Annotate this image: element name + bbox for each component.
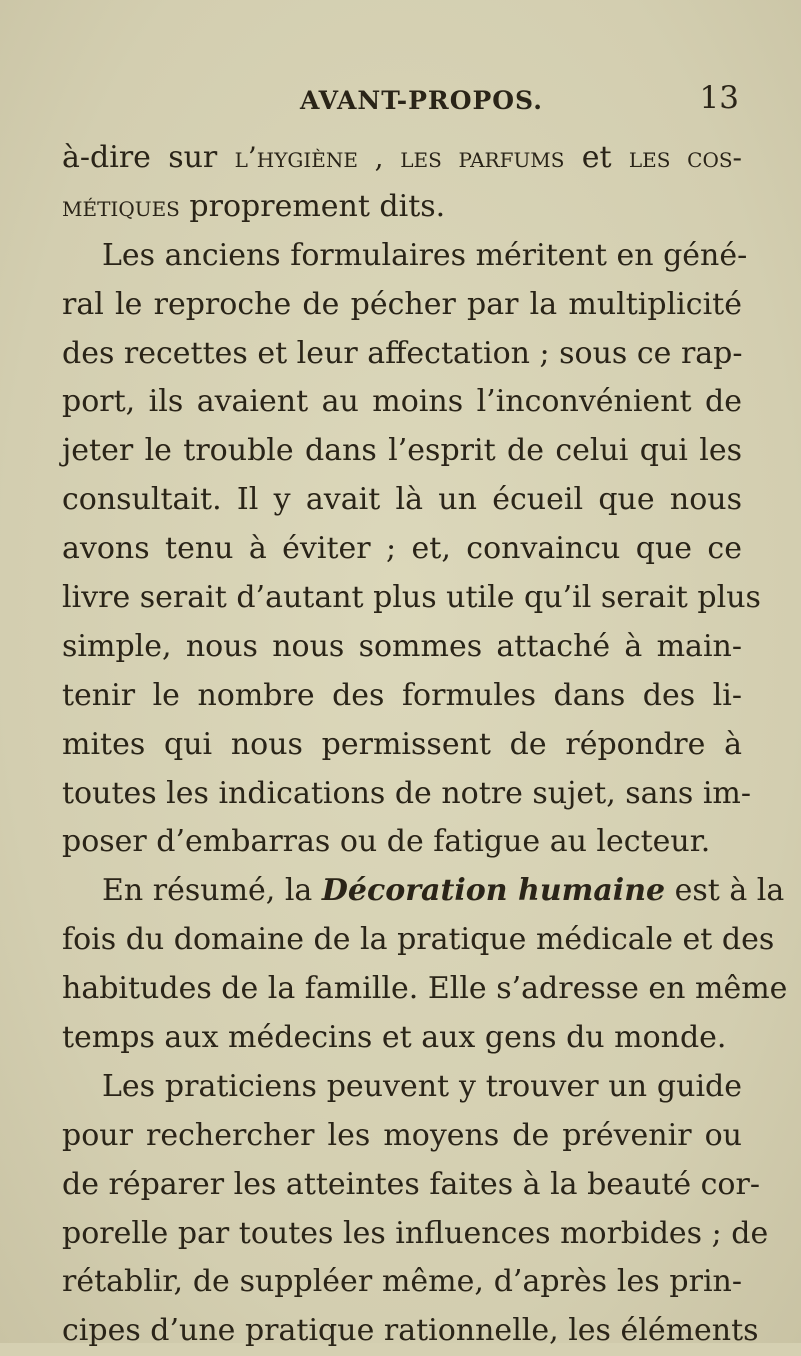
small-caps-text: l’hygiène , les parfums bbox=[234, 141, 565, 174]
text-run: cipes d’une pratique rationnelle, les éléments bbox=[62, 1313, 759, 1349]
text-line bbox=[62, 1258, 742, 1307]
text-run: à-dire sur bbox=[62, 140, 235, 175]
text-run: de réparer les atteintes faites à la beauté cor- bbox=[62, 1166, 760, 1202]
text-line bbox=[62, 721, 742, 770]
text-run: et bbox=[564, 140, 629, 175]
text-line bbox=[62, 818, 742, 867]
text-line bbox=[62, 378, 742, 427]
text-line bbox=[62, 1063, 742, 1112]
text-line bbox=[62, 281, 742, 330]
text-line bbox=[62, 183, 742, 232]
text-line bbox=[62, 1210, 769, 1259]
small-caps-text: les cos- bbox=[628, 141, 742, 174]
text-run: fois du domaine de la pratique médicale et des bbox=[62, 922, 775, 958]
text-run: mites qui nous permissent de répondre à bbox=[62, 726, 742, 762]
text-run: consultait. Il y avait là un écueil que nous bbox=[62, 482, 742, 518]
text-run: des recettes et leur affectation ; sous ce rap- bbox=[62, 335, 743, 371]
text-run: Les praticiens peuvent y trouver un guide bbox=[102, 1068, 742, 1104]
text-line bbox=[62, 330, 742, 379]
text-run: simple, nous nous sommes attaché à main- bbox=[62, 628, 742, 664]
text-line bbox=[62, 770, 752, 819]
text-line bbox=[62, 1161, 760, 1210]
text-run: tenir le nombre des formules dans des li- bbox=[62, 677, 742, 713]
italic-title: Décoration humaine bbox=[321, 873, 666, 909]
text-run: ral le reproche de pécher par la multiplicité bbox=[62, 286, 742, 322]
text-run: porelle par toutes les influences morbides ; de bbox=[62, 1215, 769, 1251]
text-run: port, ils avaient au moins l’inconvénient de bbox=[62, 384, 742, 420]
text-run: livre serait d’autant plus utile qu’il serait plus bbox=[62, 580, 761, 616]
text-run: temps aux médecins et aux gens du monde. bbox=[62, 1020, 727, 1056]
body-text bbox=[62, 134, 788, 1356]
text-run: En résumé, la bbox=[102, 873, 322, 909]
text-line bbox=[62, 232, 748, 281]
text-line bbox=[62, 867, 785, 916]
page-header bbox=[0, 80, 801, 122]
text-run: avons tenu à éviter ; et, convaincu que ce bbox=[62, 531, 742, 567]
text-line bbox=[62, 427, 742, 476]
text-run: Les anciens formulaires méritent en géné- bbox=[102, 237, 748, 273]
text-run: est à la bbox=[665, 873, 785, 909]
text-run: toutes les indications de notre sujet, sans im- bbox=[62, 775, 752, 811]
text-line bbox=[62, 672, 742, 721]
text-line bbox=[62, 1014, 742, 1063]
text-run: pour rechercher les moyens de prévenir ou bbox=[62, 1117, 742, 1153]
text-line bbox=[62, 623, 742, 672]
text-run: proprement dits. bbox=[179, 188, 446, 224]
text-line bbox=[62, 965, 788, 1014]
text-line bbox=[62, 1307, 759, 1356]
text-run: jeter le trouble dans l’esprit de celui qui les bbox=[62, 433, 742, 469]
text-run: rétablir, de suppléer même, d’après les prin- bbox=[62, 1264, 742, 1300]
text-line bbox=[62, 476, 742, 525]
text-line bbox=[62, 916, 775, 965]
running-head: AVANT-PROPOS. bbox=[300, 86, 543, 115]
text-run: habitudes de la famille. Elle s’adresse en même bbox=[62, 971, 788, 1007]
text-run: poser d’embarras ou de fatigue au lecteur. bbox=[62, 824, 711, 860]
text-line bbox=[62, 574, 761, 623]
text-line bbox=[62, 1112, 742, 1161]
page-number: 13 bbox=[699, 80, 739, 116]
text-line bbox=[62, 134, 742, 183]
small-caps-text: métiques bbox=[62, 189, 180, 223]
text-line bbox=[62, 525, 742, 574]
